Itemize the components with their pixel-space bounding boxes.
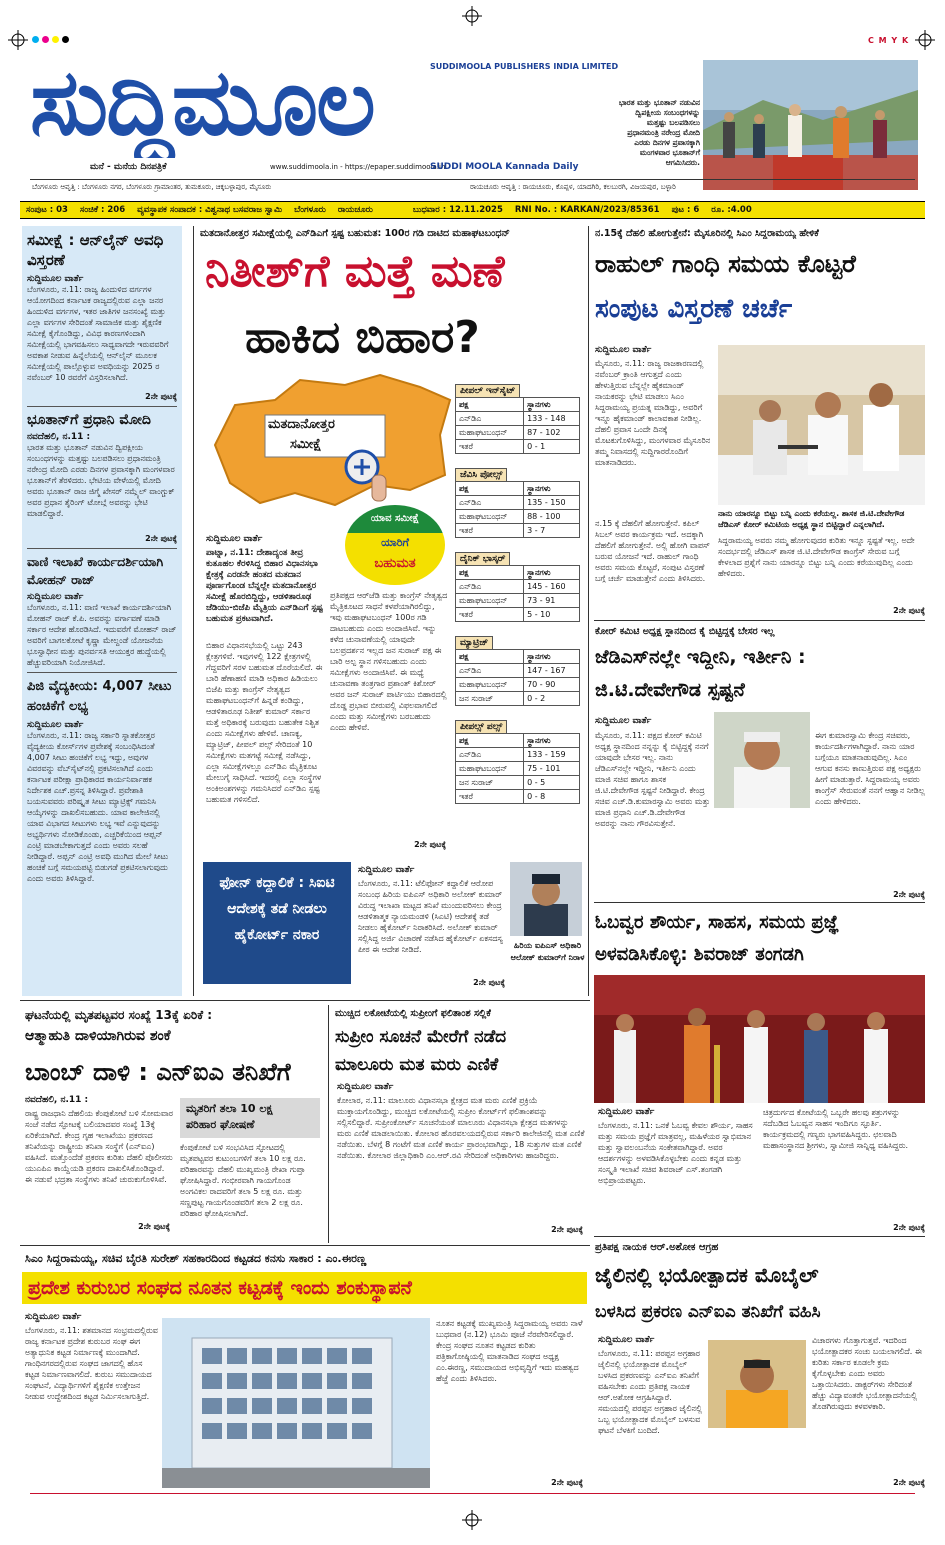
kuruba-text: ಬೆಂಗಳೂರು, ನ.11: ಶತಮಾನದ ಸಂಭ್ರಮದಲ್ಲಿರುವ ರಾಜ್ಯ ಕರ್ನಾಟಕ ಪ್ರದೇಶ ಕುರುಬರ ಸಂಘ ಈಗ ಅತ್ಯಾಧುನಿಕ ಕಟ್ಟಡ ನಿರ್ಮಾಣಕ್ಕೆ ಮುಂದಾಗಿದೆ. ಗಾಂಧಿನಗರದಲ್ಲಿರುವ ಸಂಘದ ಜಾಗದಲ್ಲಿ ಹೊಸ ಕಟ್ಟಡ ನಿರ್ಮಾಣವಾಗಲಿದೆ. ಕುರುಬ ಸಮುದಾಯದ ಸಂಘಟನೆ, ವಿದ್ಯಾರ್ಥಿಗಳಿಗೆ ಶೈಕ್ಷಣಿಕ ಉತ್ತೇಜನ ನೀಡುವ ಉದ್ದೇಶದಿಂದ ಕಟ್ಟಡ ನಿರ್ಮಿಸಲಾಗುತ್ತಿದೆ. — [25, 1326, 158, 1401]
poll-table-4 — [455, 714, 580, 804]
bomb-kicker: ಘಟನೆಯಲ್ಲಿ ಮೃತಪಟ್ಟವರ ಸಂಖ್ಯೆ 13ಕ್ಕೆ ಏರಿಕೆ : — [25, 1008, 213, 1022]
rahul-headline-1: ರಾಹುಲ್ ಗಾಂಧಿ ಸಮಯ ಕೊಟ್ಟರೆ — [595, 250, 856, 278]
poll-cell: 73 - 91 — [524, 594, 580, 608]
poll-table-0 — [455, 378, 580, 454]
siddaramaiah-photo-caption: ನಾನು ಯಾರನ್ನೂ ಬಿಟ್ಟು ಬನ್ನಿ ಎಂದು ಕರೆಯಲ್ಲ. ಶಾಸಕ ಜಿ.ಟಿ.ದೇವೇಗೌಡ ಜೆಡಿಎಸ್ ಕೋರ್ ಕಮಿಟಿಯ ಅಧ್ಯಕ್ಷ ಸ್ಥಾನ ಬಿಟ್ಟಿದ್ದಾರೆ ಎನ್ನಲಾಗಿದೆ. — [718, 509, 905, 529]
registration-mark-right — [915, 30, 935, 50]
poll-header-cell: ಸ್ಥಾನಗಳು — [524, 482, 580, 496]
poll-cell: ಮಹಾಘಟಬಂಧನ್ — [456, 594, 524, 608]
poll-cell: ಮಹಾಘಟಬಂಧನ್ — [456, 678, 524, 692]
poll-cell: 5 - 10 — [524, 608, 580, 622]
obavva-headline-1: ಓಬವ್ವರ ಶೌರ್ಯ, ಸಾಹಸ, ಸಮಯ ಪ್ರಜ್ಞೆ — [595, 912, 840, 933]
jail-cont: 2ನೇ ಪುಟಕ್ಕೆ — [893, 1478, 925, 1487]
poll-row — [456, 496, 580, 510]
bomb-box-title-2: ಪರಿಹಾರ ಘೋಷಣೆ — [186, 1118, 255, 1131]
obavva-event-photo — [594, 975, 925, 1103]
poll-row — [456, 790, 580, 804]
jail-headline-2: ಬಳಸಿದ ಪ್ರಕರಣ ಎನ್‌ಐಎ ತನಿಖೆಗೆ ವಹಿಸಿ — [595, 1302, 821, 1322]
gtd-kicker: ಕೋರ್ ಕಮಿಟಿ ಅಧ್ಯಕ್ಷ ಸ್ಥಾನದಿಂದ ಕೈ ಬಿಟ್ಟಿದ್ದಕ್ಕೆ ಬೇಸರ ಇಲ್ಲ — [595, 626, 775, 637]
bihar-cont: 2ನೇ ಪುಟಕ್ಕೆ — [414, 840, 446, 849]
gtd-text: ಮೈಸೂರು, ನ.11: ಪಕ್ಷದ ಕೋರ್ ಕಮಿಟಿ ಅಧ್ಯಕ್ಷ ಸ್ಥಾನದಿಂದ ನನ್ನನ್ನು ಕೈ ಬಿಟ್ಟಿದ್ದಕ್ಕೆ ನನಗೆ ಯಾವುದೇ ಬೇಸರ ಇಲ್ಲ. ನಾನು ಜೆಡಿಎಸ್‌ನಲ್ಲೇ ಇದ್ದೀನಿ, ಇರ್ತೀನಿ ಎಂದು ಮಾಜಿ ಸಚಿವ ಹಾಗೂ ಶಾಸಕ ಜಿ.ಟಿ.ದೇವೇಗೌಡ ಸ್ಪಷ್ಟನೆ ನೀಡಿದ್ದಾರೆ. ಕೇಂದ್ರ ಸಚಿವ ಎಚ್.ಡಿ.ಕುಮಾರಸ್ವಾಮಿ ಅವರು ಮತ್ತು ಮಾಜಿ ಪ್ರಧಾನಿ ಎಚ್.ಡಿ.ದೇವೇಗೌಡ ಅವರನ್ನು ನಾನು ಗೌರವಿಸುತ್ತೇನೆ. — [595, 731, 710, 828]
poll-row — [456, 678, 580, 692]
poll-cell: ಮಹಾಘಟಬಂಧನ್ — [456, 762, 524, 776]
malur-cont: 2ನೇ ಪುಟಕ್ಕೆ — [551, 1225, 583, 1234]
separator-left — [193, 226, 194, 996]
poll-cell: 75 - 101 — [524, 762, 580, 776]
rahul-kicker: ನ.15ಕ್ಕೆ ದೆಹಲಿ ಹೋಗುತ್ತೇನೆ: ಮೈಸೂರಿನಲ್ಲಿ ಸಿಎಂ ಸಿದ್ದರಾಮಯ್ಯ ಹೇಳಿಕೆ — [595, 228, 819, 239]
obavva-cont: 2ನೇ ಪುಟಕ್ಕೆ — [893, 1223, 925, 1232]
bihar-col2: ಪ್ರತಿಪಕ್ಷದ ಆರ್‌ಜೆಡಿ ಮತ್ತು ಕಾಂಗ್ರೆಸ್ ನೇತೃತ್ವದ ಮೈತ್ರಿಕೂಟದ ಸಾಧನೆ ಕಳಪೆಯಾಗಿರಲಿದ್ದು, ಇವು ಮಹಾಘಟಬಂಧನ್ 100ರ ಗಡಿ ದಾಟಬಹುದು ಎಂದು ಅಂದಾಜಿಸಿವೆ. ಇನ್ನು ಕಳೆದ ಚುನಾವಣೆಯಲ್ಲಿ ಯಾವುದೇ ಬಲಪ್ರದರ್ಶನ ಇಲ್ಲದ ಜನ ಸುರಾಜ್ ಪಕ್ಷ ಈ ಬಾರಿ ಅಲ್ಪ ಸ್ಥಾನ ಗಳಿಸಬಹುದು ಎಂದು ಸಮೀಕ್ಷೆಗಳು ಅಂದಾಜಿಸಿವೆ. ಈ ಮಧ್ಯೆ ಚುನಾವಣಾ ತಂತ್ರಗಾರ ಪ್ರಶಾಂತ್ ಕಿಶೋರ್ ಅವರ ಜನ್ ಸುರಾಜ್ ಪಾರ್ಟಿಯು ಬಿಹಾರದಲ್ಲಿ ದೊಡ್ಡ ಪ್ರಭಾವ ಬೀರುವಲ್ಲಿ ವಿಫಲವಾಗಲಿದೆ ಎಂದು ಮತ್ತು ಸಮೀಕ್ಷೆಗಳು ಬರಬಹುದು ಎಂದು ಹೇಳಿವೆ. — [330, 591, 448, 732]
registration-mark-left — [8, 30, 28, 50]
sidebar-s4-text: ಬೆಂಗಳೂರು, ನ.11: ರಾಜ್ಯ ಸರ್ಕಾರಿ ಸ್ನಾತಕೋತ್ತರ ವೈದ್ಯಕೀಯ ಕೋರ್ಸ್‌ಗಳ ಪ್ರವೇಶಕ್ಕೆ ಸಂಬಂಧಿಸಿದಂತೆ 4,007 ಸೀಟು ಹಂಚಿಕೆಗೆ ಲಭ್ಯ ಇದ್ದು, ಅವುಗಳ ವಿವರವನ್ನು ವೆಬ್‌ಸೈಟ್‌ನಲ್ಲಿ ಪ್ರಕಟಿಸಲಾಗಿದೆ ಎಂದು ಕರ್ನಾಟಕ ಪರೀಕ್ಷಾ ಪ್ರಾಧಿಕಾರದ ಕಾರ್ಯನಿರ್ವಾಹಕ ನಿರ್ದೇಶಕ ಎಚ್.ಪ್ರಸನ್ನ ತಿಳಿಸಿದ್ದಾರೆ. ಪ್ರವೇಶಾತಿ ಬಯಸುವವರು ಪರಿಷ್ಕೃತ ಸೀಟು ಮ್ಯಾಟ್ರಿಕ್ಸ್ ಗಮನಿಸಿ ಆಯ್ಕೆಗಳನ್ನು ದಾಖಲಿಸಬಹುದು. ಯಾವ ಕಾಲೇಜಿನಲ್ಲಿ ಯಾವ ವಿಭಾಗದ ಸೀಟುಗಳು ಲಭ್ಯ ಇವೆ ಎನ್ನುವುದನ್ನು ಅಭ್ಯರ್ಥಿಗಳು ನೋಡಿಕೊಂಡು, ಎಚ್ಚರಿಕೆಯಿಂದ ಆಪ್ಷನ್ ಎಂಟ್ರಿ ಮಾಡಬೇಕಾಗುತ್ತದೆ ಎಂದು ಅವರು ಸಲಹೆ ನೀಡಿದ್ದಾರೆ. ಅಪ್ಷನ್ ಎಂಟ್ರಿ ಅವಧಿ ಮುಗಿದ ಮೇಲೆ ಸೀಟು ಹಂಚಿಕೆ ಬಗ್ಗೆ ಸಮಯಪಟ್ಟಿ ಬಿಡುಗಡೆ ಪ್ರಕಟಿಸಲಾಗುವುದು ಎಂದು ಅವರು ತಿಳಿಸಿದ್ದಾರೆ. — [27, 731, 169, 883]
poll-table-3 — [455, 630, 580, 706]
info-city2: ರಾಯಚೂರು — [337, 205, 373, 215]
info-price: ರೂ. :4.00 — [711, 205, 752, 215]
obavva-byline: ಸುದ್ದಿಮೂಲ ವಾರ್ತೆ — [598, 1107, 655, 1117]
poll-cell: 133 - 148 — [524, 412, 580, 426]
jail-kicker: ಪ್ರತಿಪಕ್ಷ ನಾಯಕ ಆರ್.ಅಶೋಕ ಆಗ್ರಹ — [595, 1242, 719, 1253]
poll-cell: ಇತರೆ — [456, 440, 524, 454]
bihar-lead: ಪಾಟ್ನಾ, ನ.11: ದೇಶಾದ್ಯಂತ ತೀವ್ರ ಕುತೂಹಲ ಕೆರಳಿಸಿದ್ದ ಬಿಹಾರ ವಿಧಾನಸಭಾ ಕ್ಷೇತ್ರಕ್ಕೆ ಎರಡನೇ ಹಂತದ ಮತದಾನ ಪೂರ್ಣಗೊಂಡ ಬೆನ್ನಲ್ಲೇ ಮತದಾನೋತ್ತರ ಸಮೀಕ್ಷೆ ಹೊರಬಿದ್ದಿದ್ದು, ಆಡಳಿತಾರೂಢ ಜೆಡಿಯು-ಬಿಜೆಪಿ ಮೈತ್ರಿಯ ಎನ್‌ಡಿಎಗೆ ಸ್ಪಷ್ಟ ಬಹುಮತ ಪ್ರಕಟವಾಗಿದೆ. — [206, 548, 323, 624]
poll-row — [456, 440, 580, 454]
map-label-1: ಮತದಾನೋತ್ತರ — [268, 417, 335, 432]
kuruba-kicker: ಸಿಎಂ ಸಿದ್ದರಾಮಯ್ಯ, ಸಚಿವ ಬೈರತಿ ಸುರೇಶ್ ಸಹಕಾರದಿಂದ ಕಟ್ಟಡದ ಕನಸು ಸಾಕಾರ : ಎಂ.ಈರಣ್ಣ — [25, 1252, 367, 1265]
color-dots — [32, 36, 69, 43]
jail-headline-1: ಜೈಲಿನಲ್ಲಿ ಭಯೋತ್ಪಾದಕ ಮೊಬೈಲ್ — [595, 1263, 819, 1287]
poll-title: ಪೀಪಲ್ಸ್ ಪಲ್ಸ್ — [455, 720, 507, 733]
info-city1: ಬೆಂಗಳೂರು — [294, 205, 326, 215]
poll-row — [456, 524, 580, 538]
bomb-byline: ನವದೆಹಲಿ, ನ.11 : — [25, 1095, 89, 1105]
poll-row — [456, 762, 580, 776]
poll-header-cell: ಸ್ಥಾನಗಳು — [524, 650, 580, 664]
rahul-cont: 2ನೇ ಪುಟಕ್ಕೆ — [893, 606, 925, 615]
bomb-box-text: ಕೆಂಪುಕೋಟೆ ಬಳಿ ಸಂಭವಿಸಿದ ಸ್ಫೋಟದಲ್ಲಿ ಮೃತಪಟ್ಟವರ ಕುಟುಂಬಗಳಿಗೆ ತಲಾ 10 ಲಕ್ಷ ರೂ. ಪರಿಹಾರವನ್ನು ದೆಹಲಿ ಮುಖ್ಯಮಂತ್ರಿ ರೇಖಾ ಗುಪ್ತಾ ಘೋಷಿಸಿದ್ದಾರೆ. ಗಂಭೀರವಾಗಿ ಗಾಯಗೊಂಡ ಅಂಗವಿಕಲ ರಾದವರಿಗೆ ತಲಾ 5 ಲಕ್ಷ ರೂ. ಮತ್ತು ಸಣ್ಣಪುಟ್ಟ ಗಾಯಗೊಂಡವರಿಗೆ ತಲಾ 2 ಲಕ್ಷ ರೂ. ಪರಿಹಾರ ಘೋಷಿಸಲಾಗಿದೆ. — [180, 1143, 306, 1218]
info-rni: RNI No. : KARKAN/2023/85361 — [514, 205, 660, 215]
registration-mark-top — [462, 6, 482, 26]
bomb-kicker-2: ಆತ್ಮಾಹುತಿ ದಾಳಿಯಾಗಿರುವ ಶಂಕೆ — [25, 1028, 171, 1044]
poll-cell: ಜನ ಸುರಾಜ್ — [456, 692, 524, 706]
info-pages: ಪುಟ : 6 — [671, 205, 700, 215]
masthead-tagline: ಮನೆ - ಮನೆಯ ದಿನಪತ್ರಿಕೆ — [90, 162, 167, 172]
sidebar-s2-title: ಭೂತಾನ್‌ಗೆ ಪ್ರಧಾನಿ ಮೋದಿ — [27, 412, 151, 428]
poll-cell: 0 - 5 — [524, 776, 580, 790]
poll-row — [456, 748, 580, 762]
poll-cell: ಮಹಾಘಟಬಂಧನ್ — [456, 510, 524, 524]
gtd-cont: 2ನೇ ಪುಟಕ್ಕೆ — [893, 890, 925, 899]
jail-text-2: ವಿಚಾರಗಳು ಗೊತ್ತಾಗುತ್ತವೆ. ಇದರಿಂದ ಭಯೋತ್ಪಾದಕರ ಸಂಚು ಬಯಲಾಗಲಿದೆ. ಈ ಕುರಿತು ಸರ್ಕಾರ ಕೂಡಲೇ ಕ್ರಮ ಕೈಗೊಳ್ಳಬೇಕು ಎಂದು ಅವರು ಒತ್ತಾಯಿಸಿದರು. ಡಾಕ್ಟರ್‌ಗಳು ಸೇರಿದಂತೆ ಹೆಚ್ಚು ವಿದ್ಯಾವಂತರೇ ಭಯೋತ್ಪಾದನೆಯಲ್ಲಿ ತೊಡಗಿರುವುದು ಕಳವಳಕಾರಿ. — [812, 1336, 922, 1411]
registration-mark-bottom — [462, 1510, 482, 1530]
poll-row — [456, 608, 580, 622]
left-sidebar — [22, 226, 182, 996]
circle-bot-text: ಬಹುಮತ — [374, 556, 416, 571]
obavva-headline-2: ಅಳವಡಿಸಿಕೊಳ್ಳಿ: ಶಿವರಾಜ್ ತಂಗಡಗಿ — [595, 944, 804, 965]
alok-kumar-photo — [510, 862, 582, 936]
jail-byline: ಸುದ್ದಿಮೂಲ ವಾರ್ತೆ — [598, 1335, 655, 1345]
header-photo-modi-bhutan — [703, 60, 918, 190]
poll-row — [456, 426, 580, 440]
sidebar-s3-title: ವಾಣಿ ಇಲಾಖೆ ಕಾರ್ಯದರ್ಶಿಯಾಗಿ ಮೋಹನ್ ರಾಜ್ — [27, 554, 164, 587]
info-editor: ವ್ಯವಸ್ಥಾಪಕ ಸಂಪಾದಕ : ವಿಶ್ವನಾಥ ಬಸವರಾಜ ಸ್ವಾಮಿ — [137, 205, 283, 215]
masthead-english-name: SUDDI MOOLA Kannada Daily — [430, 162, 579, 172]
kuruba-byline: ಸುದ್ದಿಮೂಲ ವಾರ್ತೆ — [25, 1312, 82, 1322]
kuruba-cont: 2ನೇ ಪುಟಕ್ಕೆ — [551, 1478, 583, 1487]
alok-photo-caption: ಹಿರಿಯ ಐಪಿಎಸ್ ಅಧಿಕಾರಿ ಆಲೋಕ್ ಕುಮಾರ್‌ಗೆ ನಿರಾಳ — [510, 941, 585, 962]
poll-row — [456, 664, 580, 678]
poll-cell: 133 - 159 — [524, 748, 580, 762]
bihar-col1: ಬಿಹಾರ ವಿಧಾನಸಭೆಯಲ್ಲಿ ಒಟ್ಟು 243 ಕ್ಷೇತ್ರಗಳಿವೆ. ಇವುಗಳಲ್ಲಿ 122 ಕ್ಷೇತ್ರಗಳಲ್ಲಿ ಗೆದ್ದವರಿಗೆ ಸರಳ ಬಹುಮತ ದೊರೆಯಲಿದೆ. ಈ ಬಾರಿ ಹೆಣಾಹಣಿ ಮಾಡಿ ಅಧಿಕಾರ ಹಿಡಿಯಲು ಬಿಜೆಪಿ ಮತ್ತು ಕಾಂಗ್ರೆಸ್ ನೇತೃತ್ವದ ಮಹಾಘಟಬಂಧನ್‌ಗೆ ಹಿನ್ನಡೆ ಕಂಡಿದ್ದು, ಆಡಳಿತಾರೂಢ ನಿತೀಶ್ ಕುಮಾರ್ ಸರ್ಕಾರ ಮತ್ತೆ ಅಧಿಕಾರಕ್ಕೆ ಬರುವುದು ಬಹುತೇಕ ನಿಶ್ಚಿತ ಎಂದು ಸಮೀಕ್ಷೆಗಳು ಹೇಳಿವೆ. ಚಾಣಕ್ಯ, ಮ್ಯಾಟ್ರಿಜ್, ಪೀಪಲ್ ಪಲ್ಸ್ ಸೇರಿದಂತೆ 10 ಸಮೀಕ್ಷೆಗಳು ಮತಗಟ್ಟೆ ಸಮೀಕ್ಷೆ ನಡೆಸಿದ್ದು, ಎಲ್ಲಾ ಸಮೀಕ್ಷೆಗಳಲ್ಲೂ ಎನ್‌ಡಿಎ ಮೈತ್ರಿಕೂಟ ಮೇಲುಗೈ ಸಾಧಿಸಿದೆ. ಇದರಲ್ಲಿ ಎಲ್ಲಾ ಸಂಸ್ಥೆಗಳ ಅಂಕಿಅಂಶಗಳನ್ನು ಗಮನಿಸಿದರೆ ಎನ್‌ಡಿಎ ಸ್ಪಷ್ಟ ಬಹುಮತ ಗಳಿಸಲಿದೆ. — [206, 641, 323, 804]
gtd-headline-2: ಜಿ.ಟಿ.ದೇವೇಗೌಡ ಸ್ಪಷ್ಟನೆ — [595, 679, 745, 701]
poll-cell: 147 - 167 — [524, 664, 580, 678]
poll-row — [456, 776, 580, 790]
bomb-box-title-1: ಮೃತರಿಗೆ ತಲಾ 10 ಲಕ್ಷ — [186, 1102, 273, 1115]
sidebar-s1-text: ಬೆಂಗಳೂರು, ನ.11: ರಾಜ್ಯ ಹಿಂದುಳಿದ ವರ್ಗಗಳ ಆಯೋಗದಿಂದ ಕರ್ನಾಟಕ ರಾಜ್ಯದಲ್ಲಿರುವ ಎಲ್ಲಾ ಜನರ ಹಿಂದುಳಿದ ವರ್ಗಗಳ, ಇತರ ಜಾತಿಗಳ ಜನಸಂಖ್ಯೆ ಮತ್ತು ಎಲ್ಲಾ ವರ್ಗಗಳ ಸೇರಿದಂತೆ ಸಾಮಾಜಿಕ ಮತ್ತು ಶೈಕ್ಷಣಿಕ ಸಮೀಕ್ಷೆ ಕೈಗೊಂಡಿದ್ದು, ವಿವಿಧ ಕಾರಣಗಳಿಂದಾಗಿ ಸಮೀಕ್ಷೆಯಲ್ಲಿ ಭಾಗವಹಿಸಲು ಸಾಧ್ಯವಾಗದೇ ಇರುವವರಿಗೆ ಅವಕಾಶ ನೀಡುವ ಹಿನ್ನೆಲೆಯಲ್ಲಿ ಆನ್‌ಲೈನ್ ಮೂಲಕ ಸಮೀಕ್ಷೆಯಲ್ಲಿ ಪಾಲ್ಗೊಳ್ಳುವ ಅವಧಿಯನ್ನು 2025 ರ ನವೆಂಬರ್ 10 ರವರೆಗೆ ವಿಸ್ತರಿಸಲಾಗಿದೆ. — [27, 285, 169, 382]
poll-cell: ಎನ್‌ಡಿಎ — [456, 748, 524, 762]
poll-title: ಪೀಪಲ್ ಇನ್‌ಸೈಟ್ — [455, 384, 520, 397]
poll-cell: ಮಹಾಘಟಬಂಧನ್ — [456, 426, 524, 440]
bihar-headline-1: ನಿತೀಶ್‌ಗೆ ಮತ್ತೆ ಮಣೆ — [205, 246, 505, 297]
masthead-urls: www.suddimoola.in - https://epaper.suddimoola.in — [270, 163, 446, 171]
poll-title: ಮ್ಯಾಟ್ರಿಜ್ — [455, 636, 493, 649]
poll-table — [455, 565, 580, 622]
gtd-text-2: ಈಗ ಕುಮಾರಸ್ವಾಮಿ ಕೇಂದ್ರ ಸಚಿವರು, ಕಾರ್ಯದರ್ಶಿಗಳಾಗಿದ್ದಾರೆ. ನಾನು ಯಾರ ಬಗ್ಗೆಯೂ ಮಾತನಾಡುವುದಿಲ್ಲ. ಸಿಎಂ ಆಗುವ ಕನಸು ಕಾಣುತ್ತಿರುವ ಪಕ್ಷ ಅಧ್ಯಕ್ಷರು ಹೀಗೆ ಮಾಡುತ್ತಾರೆ. ಸಿದ್ದರಾಮಯ್ಯ ಅವರು ಕಾಂಗ್ರೆಸ್ ಸೇರುವಂತೆ ನನಗೆ ಆಹ್ವಾನ ನೀಡಿಲ್ಲ ಎಂದು ಹೇಳಿದರು. — [815, 731, 925, 806]
siddaramaiah-photo — [718, 345, 925, 505]
poll-cell: ಇತರೆ — [456, 790, 524, 804]
mid-horizontal-rule — [20, 1000, 590, 1001]
poll-row — [456, 692, 580, 706]
sidebar-s2-cont: 2ನೇ ಪುಟಕ್ಕೆ — [145, 534, 177, 543]
rahul-text-3: ಸಿದ್ದರಾಮಯ್ಯ ಅವರು ನಮ್ಮ ಹೋಗುವುದರ ಕುರಿತು ಇನ್ನೂ ಸ್ಪಷ್ಟತೆ ಇಲ್ಲ. ಅದೇ ಸಂದರ್ಭದಲ್ಲಿ ಜೆಡಿಎಸ್ ಶಾಸಕ ಜಿ.ಟಿ.ದೇವೇಗೌಡ ಕಾಂಗ್ರೆಸ್ ಸೇರುವ ಬಗ್ಗೆ ಕೇಳಲಾದ ಪ್ರಶ್ನೆಗೆ ನಾನು ಯಾರನ್ನೂ ಬಿಟ್ಟು ಬನ್ನಿ ಎಂದು ಕರೆಯುವುದಿಲ್ಲ ಎಂದು ಹೇಳಿದರು. — [718, 536, 915, 578]
bihar-headline-2: ಹಾಕಿದ ಬಿಹಾರ? — [245, 312, 480, 363]
poll-cell: ಎನ್‌ಡಿಎ — [456, 412, 524, 426]
kuruba-text-2: ನೂತನ ಕಟ್ಟಡಕ್ಕೆ ಮುಖ್ಯಮಂತ್ರಿ ಸಿದ್ದರಾಮಯ್ಯ ಅವರು ನಾಳೆ ಬುಧವಾರ (ನ.12) ಭೂಮಿ ಪೂಜೆ ನೆರವೇರಿಸಲಿದ್ದಾರೆ. ಕೇಂದ್ರ ಸಂಘದ ನೂತನ ಕಟ್ಟಡದ ಕುರಿತು ಪತ್ರಿಕಾಗೋಷ್ಠಿಯಲ್ಲಿ ಮಾತನಾಡಿದ ಸಂಘದ ಅಧ್ಯಕ್ಷ ಎಂ.ಈರಣ್ಣ, ಸಮುದಾಯದ ಅಭಿವೃದ್ಧಿಗೆ ಇದು ಮಹತ್ವದ ಹೆಜ್ಜೆ ಎಂದು ತಿಳಿಸಿದರು. — [436, 1319, 583, 1383]
poll-table — [455, 733, 580, 804]
phone-byline: ಸುದ್ದಿಮೂಲ ವಾರ್ತೆ — [358, 865, 415, 875]
poll-row — [456, 412, 580, 426]
office-left: ಬೆಂಗಳೂರು ಆವೃತ್ತಿ : ಬೆಂಗಳೂರು ನಗರ, ಬೆಂಗಳೂರು ಗ್ರಾಮಾಂತರ, ತುಮಕೂರು, ಚಿಕ್ಕಬಳ್ಳಾಪುರ, ಮೈಸೂರು — [32, 183, 272, 191]
malur-kicker: ಮುಚ್ಚಿದ ಲಕೋಟೆಯಲ್ಲಿ ಸುಪ್ರೀಂಗೆ ಫಲಿತಾಂಶ ಸಲ್ಲಿಕೆ — [335, 1008, 491, 1019]
sidebar-s1-title: ಸಮೀಕ್ಷೆ : ಆನ್‌ಲೈನ್ ಅವಧಿ ವಿಸ್ತರಣೆ — [27, 231, 164, 269]
poll-cell: 0 - 2 — [524, 692, 580, 706]
poll-header-cell: ಪಕ್ಷ — [456, 482, 524, 496]
sidebar-s1-byline: ಸುದ್ದಿಮೂಲ ವಾರ್ತೆ — [27, 274, 84, 284]
poll-cell: ಜನ ಸುರಾಜ್ — [456, 776, 524, 790]
malur-headline-2: ಮಾಲೂರು ಮತ ಮರು ಎಣಿಕೆ — [335, 1055, 499, 1075]
sidebar-s3-byline: ಸುದ್ದಿಮೂಲ ವಾರ್ತೆ — [27, 592, 84, 602]
bihar-map-graphic — [205, 365, 460, 525]
masthead-logo: ಸುದ್ದಿಮೂಲ — [30, 49, 374, 156]
poll-title: ಜೆವಿಸಿ ಪೋಲ್ಸ್ — [455, 468, 507, 481]
lower-horizontal-rule — [20, 1245, 590, 1246]
poll-cell: 3 - 7 — [524, 524, 580, 538]
poll-cell: 88 - 100 — [524, 510, 580, 524]
separator-mid — [588, 226, 589, 996]
phone-tapping-box — [203, 862, 351, 984]
poll-header-cell: ಸ್ಥಾನಗಳು — [524, 398, 580, 412]
map-label-2: ಸಮೀಕ್ಷೆ — [290, 437, 322, 452]
poll-header-cell: ಪಕ್ಷ — [456, 398, 524, 412]
circle-mid-text: ಯಾರಿಗೆ — [381, 536, 409, 549]
poll-cell: 70 - 90 — [524, 678, 580, 692]
malur-headline-1: ಸುಪ್ರೀಂ ಸೂಚನೆ ಮೇರೆಗೆ ನಡೆದ — [335, 1027, 507, 1047]
info-bar — [20, 201, 925, 219]
r-ashoka-photo — [708, 1340, 806, 1428]
kuruba-building-rendering — [162, 1318, 430, 1488]
info-volume: ಸಂಪುಟ : 03 — [26, 205, 68, 215]
header-photo-caption: ಭಾರತ ಮತ್ತು ಭೂತಾನ್ ನಡುವಿನ ದ್ವಿಪಕ್ಷೀಯ ಸಂಬಂಧಗಳನ್ನು ಮತ್ತಷ್ಟು ಬಲಪಡಿಸಲು ಪ್ರಧಾನಮಂತ್ರಿ ನರೇಂದ್ರ ಮೋದಿ ಎರಡು ದಿನಗಳ ಪ್ರವಾಸಕ್ಕಾಗಿ ಮಂಗಳವಾರ ಭೂತಾನ್‌ಗೆ ಆಗಮಿಸಿದರು. — [618, 98, 700, 167]
bomb-compensation-box — [180, 1098, 320, 1138]
obavva-text-2: ಚಿತ್ರದುರ್ಗದ ಕೋಟೆಯಲ್ಲಿ ಒಬ್ಬರೇ ಹಲವು ಶತ್ರುಗಳನ್ನು ಸದೆಬಡಿದ ಓಬವ್ವನ ಸಾಹಸ ಇಂದಿಗೂ ಸ್ಫೂರ್ತಿ. ಕಾರ್ಯಕ್ರಮದಲ್ಲಿ ಗಣ್ಯರು ಭಾಗವಹಿಸಿದ್ದರು. ಛಲವಾದಿ ಮಹಾಸಂಸ್ಥಾನದ ಶ್ರೀಗಳು, ಸ್ವಾಮೀಜಿ ಸಾನ್ನಿಧ್ಯ ವಹಿಸಿದ್ದರು. — [763, 1108, 909, 1150]
phone-cont: 2ನೇ ಪುಟಕ್ಕೆ — [473, 978, 505, 987]
poll-cell: 0 - 1 — [524, 440, 580, 454]
bottom-rule — [30, 1493, 915, 1494]
poll-cell: ಎನ್‌ಡಿಎ — [456, 580, 524, 594]
poll-row — [456, 594, 580, 608]
rahul-byline: ಸುದ್ದಿಮೂಲ ವಾರ್ತೆ — [595, 345, 652, 355]
sidebar-s4-title: ಪಿಜಿ ವೈದ್ಯಕೀಯ: 4,007 ಸೀಟು ಹಂಚಿಕೆಗೆ ಲಭ್ಯ — [27, 679, 172, 714]
gtd-byline: ಸುದ್ದಿಮೂಲ ವಾರ್ತೆ — [595, 716, 652, 726]
poll-table — [455, 649, 580, 706]
office-right: ರಾಯಚೂರು ಆವೃತ್ತಿ : ರಾಯಚೂರು, ಕೊಪ್ಪಳ, ಯಾದಗಿರಿ, ಕಲಬುರಗಿ, ವಿಜಯಪುರ, ಬಳ್ಳಾರಿ — [470, 183, 676, 191]
obavva-text: ಬೆಂಗಳೂರು, ನ.11: ಒನಕೆ ಓಬವ್ವ ಕೇವಲ ಶೌರ್ಯ, ಸಾಹಸ ಮತ್ತು ಸಮಯ ಪ್ರಜ್ಞೆಗೆ ಮಾತ್ರವಲ್ಲ, ಮಹಿಳೆಯರ ಸ್ವಾಭಿಮಾನ ಮತ್ತು ಸ್ವಾವಲಂಬನೆಯ ಸಂಕೇತವಾಗಿದ್ದಾರೆ. ಅವರ ಆದರ್ಶಗಳನ್ನು ಅಳವಡಿಸಿಕೊಳ್ಳಬೇಕು ಎಂದು ಕನ್ನಡ ಮತ್ತು ಸಂಸ್ಕೃತಿ ಇಲಾಖೆ ಸಚಿವ ಶಿವರಾಜ್ ಎಸ್.ತಂಗಡಗಿ ಅಭಿಪ್ರಾಯಪಟ್ಟರು. — [598, 1121, 753, 1185]
poll-title: ದೈನಿಕ್ ಭಾಸ್ಕರ್ — [455, 552, 510, 565]
bomb-cont: 2ನೇ ಪುಟಕ್ಕೆ — [138, 1222, 170, 1231]
poll-row — [456, 510, 580, 524]
sidebar-s3-text: ಬೆಂಗಳೂರು, ನ.11: ವಾಣಿ ಇಲಾಖೆ ಕಾರ್ಯದರ್ಶಿಯಾಗಿ ಮೋಹನ್ ರಾಜ್ ಕೆ.ಪಿ. ಅವರನ್ನು ವರ್ಗಾವಣೆ ಮಾಡಿ ಸರ್ಕಾರ ಆದೇಶ ಹೊರಡಿಸಿದೆ. ಇದುವರೆಗೆ ಮೋಹನ್ ರಾಜ್ ಅವರಿಗೆ ಬಾಗಲಕೋಟೆ ಕೃಷ್ಣಾ ಮೇಲ್ದಂಡೆ ಯೋಜನೆಯ ಭೂಸ್ವಾಧೀನ ಮತ್ತು ಪುನರ್ವಸತಿ ಆಯುಕ್ತರ ಹುದ್ದೆಯಲ್ಲಿ ಹೆಚ್ಚುವರಿಯಾಗಿ ನಿಯೋಜಿಸಿದೆ. — [27, 603, 177, 667]
rahul-text-2: ನ.15 ಕ್ಕೆ ದೆಹಲಿಗೆ ಹೋಗುತ್ತೇನೆ. ಕಪಿಲ್ ಸಿಬಲ್ ಅವರ ಕಾರ್ಯಕ್ರಮ ಇದೆ. ಅದಕ್ಕಾಗಿ ದೆಹಲಿಗೆ ಹೋಗುತ್ತೇನೆ. ಅಲ್ಲಿ ಹೋಗಿ ವಾಪಸ್ ಬರುವ ಯೋಜನೆ ಇದೆ. ರಾಹುಲ್ ಗಾಂಧಿ ಅವರು ಸಮಯ ಕೊಟ್ಟರೆ, ಸಂಪುಟ ವಿಸ್ತರಣೆ ಬಗ್ಗೆ ಚರ್ಚೆ ಮಾಡುತ್ತೇನೆ ಎಂದು ತಿಳಿಸಿದರು. — [595, 519, 710, 583]
poll-cell: 145 - 160 — [524, 580, 580, 594]
voting-finger-icon — [340, 445, 400, 505]
phone-text: ಬೆಂಗಳೂರು, ನ.11: ಟೆಲಿಫೋನ್ ಕದ್ದಾಲಿಕೆ ಆರೋಪ ಸಂಬಂಧ ಹಿರಿಯ ಐಪಿಎಸ್ ಅಧಿಕಾರಿ ಅಲೋಕ್ ಕುಮಾರ್ ವಿರುದ್ಧ ಇಲಾಖಾ ಮಟ್ಟದ ತನಿಖೆ ಮುಂದುವರಿಸಲು ಕೇಂದ್ರ ಆಡಳಿತಾತ್ಮಕ ನ್ಯಾಯಮಂಡಳಿ (ಸಿಎಟಿ) ಆದೇಶಕ್ಕೆ ತಡೆ ನೀಡಲು ಹೈಕೋರ್ಟ್ ನಿರಾಕರಿಸಿದೆ. ಅಲೋಕ್ ಕುಮಾರ್ ಸಲ್ಲಿಸಿದ್ದ ಅರ್ಜಿ ವಿಚಾರಣೆ ನಡೆಸಿದ ಹೈಕೋರ್ಟ್ ಏಕಸದಸ್ಯ ಪೀಠ ಈ ಆದೇಶ ನೀಡಿದೆ. — [358, 879, 503, 954]
poll-cell: 0 - 8 — [524, 790, 580, 804]
poll-header-cell: ಪಕ್ಷ — [456, 650, 524, 664]
sidebar-s4-byline: ಸುದ್ದಿಮೂಲ ವಾರ್ತೆ — [27, 720, 84, 730]
poll-header-cell: ಪಕ್ಷ — [456, 734, 524, 748]
bomb-text: ರಾಷ್ಟ್ರ ರಾಜಧಾನಿ ದೆಹಲಿಯ ಕೆಂಪುಕೋಟೆ ಬಳಿ ಸೋಮವಾರ ಸಂಜೆ ನಡೆದ ಸ್ಫೋಟಕ್ಕೆ ಬಲಿಯಾದವರ ಸಂಖ್ಯೆ 13ಕ್ಕೆ ಏರಿಕೆಯಾಗಿದೆ. ಕೇಂದ್ರ ಗೃಹ ಇಲಾಖೆಯು ಪ್ರಕರಣದ ತನಿಖೆಯನ್ನು ರಾಷ್ಟ್ರೀಯ ತನಿಖಾ ಸಂಸ್ಥೆಗೆ (ಎನ್‌ಐಎ) ವಹಿಸಿದೆ. ಮತ್ತೊಂದೆಡೆ ಪ್ರಕರಣ ಕುರಿತು ದೆಹಲಿ ಪೊಲೀಸರು ಯುಎಪಿಎ ಕಾಯ್ದೆಯಡಿ ಪ್ರಕರಣ ದಾಖಲಿಸಿಕೊಂಡಿದ್ದಾರೆ. ಈ ನಡುವೆ ಭದ್ರತಾ ಸಂಸ್ಥೆಗಳು ತನಿಖೆ ಚುರುಕುಗೊಳಿಸಿವೆ. — [25, 1109, 173, 1184]
circle-top-text: ಯಾವ ಸಮೀಕ್ಷೆ — [345, 505, 445, 533]
kuruba-headline: ಪ್ರದೇಶ ಕುರುಬರ ಸಂಘದ ನೂತನ ಕಟ್ಟಡಕ್ಕೆ ಇಂದು ಶಂಕುಸ್ಥಾಪನೆ — [22, 1272, 587, 1304]
bomb-malur-separator — [328, 1005, 329, 1243]
publisher-name: SUDDIMOOLA PUBLISHERS INDIA LIMITED — [430, 62, 619, 71]
poll-cell: ಇತರೆ — [456, 524, 524, 538]
poll-cell: ಎನ್‌ಡಿಎ — [456, 664, 524, 678]
poll-table-2 — [455, 546, 580, 622]
gtd-headline-1: ಜೆಡಿಎಸ್‌ನಲ್ಲೇ ಇದ್ದೀನಿ, ಇರ್ತೀನಿ : — [595, 646, 806, 668]
poll-header-cell: ಸ್ಥಾನಗಳು — [524, 566, 580, 580]
sidebar-s2-byline: ನವದೆಹಲಿ, ನ.11 : — [27, 432, 91, 442]
poll-table-1 — [455, 462, 580, 538]
phone-box-text: ಫೋನ್ ಕದ್ದಾಲಿಕೆ : ಸಿಐಟಿ ಆದೇಶಕ್ಕೆ ತಡೆ ನೀಡಲು ಹೈಕೋರ್ಟ್ ನಕಾರ — [219, 875, 335, 943]
office-rule-top — [30, 179, 915, 180]
sidebar-s1-cont: 2ನೇ ಪುಟಕ್ಕೆ — [145, 392, 177, 401]
sidebar-s2-text: ಭಾರತ ಮತ್ತು ಭೂತಾನ್ ನಡುವಿನ ದ್ವಿಪಕ್ಷೀಯ ಸಂಬಂಧಗಳನ್ನು ಮತ್ತಷ್ಟು ಬಲಪಡಿಸಲು ಪ್ರಧಾನಮಂತ್ರಿ ನರೇಂದ್ರ ಮೋದಿ ಎರಡು ದಿನಗಳ ಪ್ರವಾಸಕ್ಕಾಗಿ ಮಂಗಳವಾರ ಭೂತಾನ್‌ಗೆ ತೆರಳಿದರು. ಭೇಟಿಯ ವೇಳೆಯಲ್ಲಿ ಮೋದಿ ಅವರು ಭೂತಾನ್ ರಾಜ ಜಿಗ್ಮೆ ಖೇಸರ್ ನಮ್ಗ್ಯೆಲ್ ವಾಂಗ್ಚುಕ್ ಅವರ ಪ್ರಧಾನ ತ್ಶೆರಿಂಗ್ ಟೋಬ್ಗೆ ಅವರನ್ನು ಭೇಟಿ ಮಾಡಲಿದ್ದಾರೆ. — [27, 443, 175, 518]
bomb-headline: ಬಾಂಬ್ ದಾಳಿ : ಎನ್‌ಐಎ ತನಿಖೆಗೆ — [25, 1058, 291, 1086]
info-date: ಬುಧವಾರ : 12.11.2025 — [412, 205, 503, 215]
poll-cell: ಎನ್‌ಡಿಎ — [456, 496, 524, 510]
poll-tables — [455, 378, 580, 812]
bihar-byline: ಸುದ್ದಿಮೂಲ ವಾರ್ತೆ — [206, 534, 263, 544]
obavva-jail-rule — [594, 1236, 925, 1237]
gt-devegowda-photo — [714, 712, 810, 808]
poll-circle-badge — [345, 505, 445, 585]
poll-cell: ಇತರೆ — [456, 608, 524, 622]
rahul-headline-2: ಸಂಪುಟ ವಿಸ್ತರಣೆ ಚರ್ಚೆ — [595, 294, 793, 324]
poll-table — [455, 397, 580, 454]
rahul-text: ಮೈಸೂರು, ನ.11: ರಾಜ್ಯ ರಾಜಕಾರಣದಲ್ಲಿ ನವೆಂಬರ್ ಕ್ರಾಂತಿ ಆಗುತ್ತದೆ ಎಂದು ಹೇಳುತ್ತಿರುವ ಬೆನ್ನಲ್ಲೇ ಹೈಕಮಾಂಡ್ ನಾಯಕರನ್ನು ಭೇಟಿ ಮಾಡಲು ಸಿಎಂ ಸಿದ್ದರಾಮಯ್ಯ ಪ್ರಯತ್ನ ಮಾಡಿದ್ದು, ಅವರಿಗೆ ಇನ್ನೂ ಹೈಕಮಾಂಡ್ ಕಾಲಾವಕಾಶ ನೀಡಿಲ್ಲ. ದೆಹಲಿ ಪ್ರವಾಸ ಒಂದೇ ದಿನಕ್ಕೆ ಮೊಟಕುಗೊಳಿಸಿದ್ದು, ಮಂಗಳವಾರ ಮೈಸೂರಿನ ತಮ್ಮ ನಿವಾಸದಲ್ಲಿ ಸುದ್ದಿಗಾರರೊಂದಿಗೆ ಮಾತನಾಡಿದರು. — [595, 359, 711, 467]
info-issue: ಸಂಚಿಕೆ : 206 — [79, 205, 126, 215]
rahul-gtd-rule — [594, 620, 925, 621]
cmyk-label: C M Y K — [868, 36, 910, 45]
poll-row — [456, 580, 580, 594]
poll-cell: 87 - 102 — [524, 426, 580, 440]
poll-header-cell: ಸ್ಥಾನಗಳು — [524, 734, 580, 748]
gtd-obavva-rule — [594, 902, 925, 903]
poll-cell: 135 - 150 — [524, 496, 580, 510]
jail-text: ಬೆಂಗಳೂರು, ನ.11: ಪರಪ್ಪನ ಅಗ್ರಹಾರ ಜೈಲಿನಲ್ಲಿ ಭಯೋತ್ಪಾದಕ ಮೊಬೈಲ್ ಬಳಸಿದ ಪ್ರಕರಣವನ್ನು ಎನ್‌ಐಎ ತನಿಖೆಗೆ ವಹಿಸಬೇಕು ಎಂದು ಪ್ರತಿಪಕ್ಷ ನಾಯಕ ಆರ್.ಅಶೋಕ ಆಗ್ರಹಿಸಿದ್ದಾರೆ. ಸಮಯದಲ್ಲಿ ಪರಪ್ಪನ ಅಗ್ರಹಾರ ಜೈಲಿನಲ್ಲಿ ಒಬ್ಬ ಭಯೋತ್ಪಾದಕ ಮೊಬೈಲ್ ಬಳಸುವ ಘಟನೆ ಬೆಳಕಿಗೆ ಬಂದಿದೆ. — [598, 1349, 702, 1435]
poll-table — [455, 481, 580, 538]
bihar-kicker: ಮತದಾನೋತ್ತರ ಸಮೀಕ್ಷೆಯಲ್ಲಿ ಎನ್‌ಡಿಎಗೆ ಸ್ಪಷ್ಟ ಬಹುಮತ: 100ರ ಗಡಿ ದಾಟಿದ ಮಹಾಘಟಬಂಧನ್ — [200, 228, 510, 239]
malur-text: ಕೋಲಾರ, ನ.11: ಮಾಲೂರು ವಿಧಾನಸಭಾ ಕ್ಷೇತ್ರದ ಮತ ಮರು ಎಣಿಕೆ ಪ್ರಕ್ರಿಯೆ ಮುಕ್ತಾಯಗೊಂಡಿದ್ದು, ಮುಚ್ಚಿದ ಲಕೋಟೆಯಲ್ಲಿ ಸುಪ್ರೀಂ ಕೋರ್ಟ್‌ಗೆ ಫಲಿತಾಂಶವನ್ನು ಸಲ್ಲಿಸಲಿದ್ದಾರೆ. ಸುಪ್ರೀಂಕೋರ್ಟ್ ಸೂಚನೆಯಂತೆ ಮಾಲೂರು ವಿಧಾನಸಭಾ ಕ್ಷೇತ್ರದ ಮತಗಳನ್ನು ಮರು ಎಣಿಕೆ ಮಾಡಲಾಯಿತು. ಕೋಲಾರ ಹೊರವಲಯದಲ್ಲಿರುವ ಸರ್ಕಾರಿ ಕಾಲೇಜಿನಲ್ಲಿ ಮತ ಎಣಿಕೆ ನಡೆಯಿತು. ಬೆಳಗ್ಗೆ 8 ಗಂಟೆಗೆ ಮತ ಎಣಿಕೆ ಕಾರ್ಯ ಪ್ರಾರಂಭವಾಗಿದ್ದು, 18 ಸುತ್ತುಗಳ ಮತ ಎಣಿಕೆ ನಡೆಯಿತು. ಕೋಲಾರ ಜಿಲ್ಲಾಧಿಕಾರಿ ಎಂ.ಆರ್.ರವಿ ಸೇರಿದಂತೆ ಅಧಿಕಾರಿಗಳು ಹಾಜರಿದ್ದರು. — [337, 1096, 585, 1160]
poll-header-cell: ಪಕ್ಷ — [456, 566, 524, 580]
malur-byline: ಸುದ್ದಿಮೂಲ ವಾರ್ತೆ — [337, 1082, 394, 1092]
